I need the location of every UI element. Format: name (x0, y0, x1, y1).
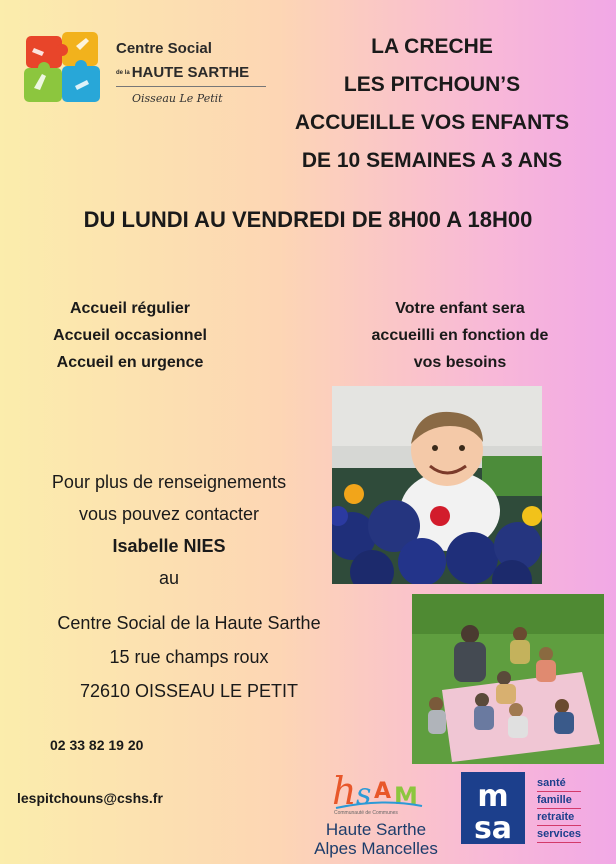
needs-line: vos besoins (413, 354, 507, 371)
opening-hours: DU LUNDI AU VENDREDI DE 8H00 A 18H00 (83, 207, 533, 232)
svg-text:sa: sa (473, 811, 513, 844)
hsam-logo (292, 760, 460, 860)
contact-line-2: vous pouvez contacter (78, 504, 260, 524)
svg-text:M: M (394, 782, 418, 810)
care-type-item: Accueil occasionnel (53, 327, 207, 344)
title-line-2: LES PITCHOUN’S (343, 73, 521, 96)
needs-line: accueilli en fonction de (371, 327, 549, 344)
hsam-line-1: Haute Sarthe (325, 820, 427, 839)
msa-services-list (537, 775, 581, 843)
msa-item: santé (537, 775, 581, 792)
puzzle-hands-icon (20, 28, 112, 108)
care-types-list (20, 295, 240, 376)
hsam-subtitle: Communauté de Communes (334, 810, 398, 816)
hsam-mark-icon (292, 760, 460, 816)
contact-line-1: Pour plus de renseignements (51, 472, 287, 492)
msa-item: famille (537, 792, 581, 809)
title-line-3: ACCUEILLE VOS ENFANTS (294, 111, 570, 134)
address-line-1: Centre Social de la Haute Sarthe (57, 613, 321, 633)
contact-line-4: au (158, 568, 180, 588)
svg-text:m: m (477, 779, 509, 814)
phone-number[interactable]: 02 33 82 19 20 (50, 737, 144, 753)
logo-subtitle-prefix: de la (116, 70, 130, 77)
logo-divider (116, 86, 266, 87)
address-block (4, 606, 374, 708)
email-link[interactable]: lespitchouns@cshs.fr (17, 790, 163, 806)
title-line-1: LA CRECHE (371, 35, 493, 58)
svg-text:h: h (332, 769, 357, 813)
logo-title: Centre Social (116, 40, 212, 57)
children-picnic-photo (412, 594, 604, 764)
centre-social-logo (20, 28, 270, 118)
care-type-item: Accueil régulier (69, 300, 191, 317)
contact-name: Isabelle NIES (112, 536, 226, 556)
msa-item: services (537, 826, 581, 843)
needs-statement (330, 295, 590, 376)
hsam-line-2: Alpes Mancelles (314, 839, 438, 858)
needs-line: Votre enfant sera (395, 300, 525, 317)
logo-location: Oisseau Le Petit (132, 92, 223, 105)
address-line-2: 15 rue champs roux (109, 647, 269, 667)
msa-item: retraite (537, 809, 581, 826)
svg-text:A: A (374, 779, 392, 804)
svg-text:s: s (356, 777, 372, 812)
title-line-4: DE 10 SEMAINES A 3 ANS (301, 149, 563, 172)
logo-subtitle-main: HAUTE SARTHE (131, 64, 250, 81)
child-ball-pit-photo (332, 386, 542, 584)
address-line-3: 72610 OISSEAU LE PETIT (79, 681, 299, 701)
msa-mark-icon (461, 772, 525, 844)
contact-info (4, 466, 334, 594)
msa-logo (461, 772, 611, 844)
care-type-item: Accueil en urgence (56, 354, 204, 371)
page-title (262, 28, 602, 180)
logo-subtitle (116, 64, 249, 81)
